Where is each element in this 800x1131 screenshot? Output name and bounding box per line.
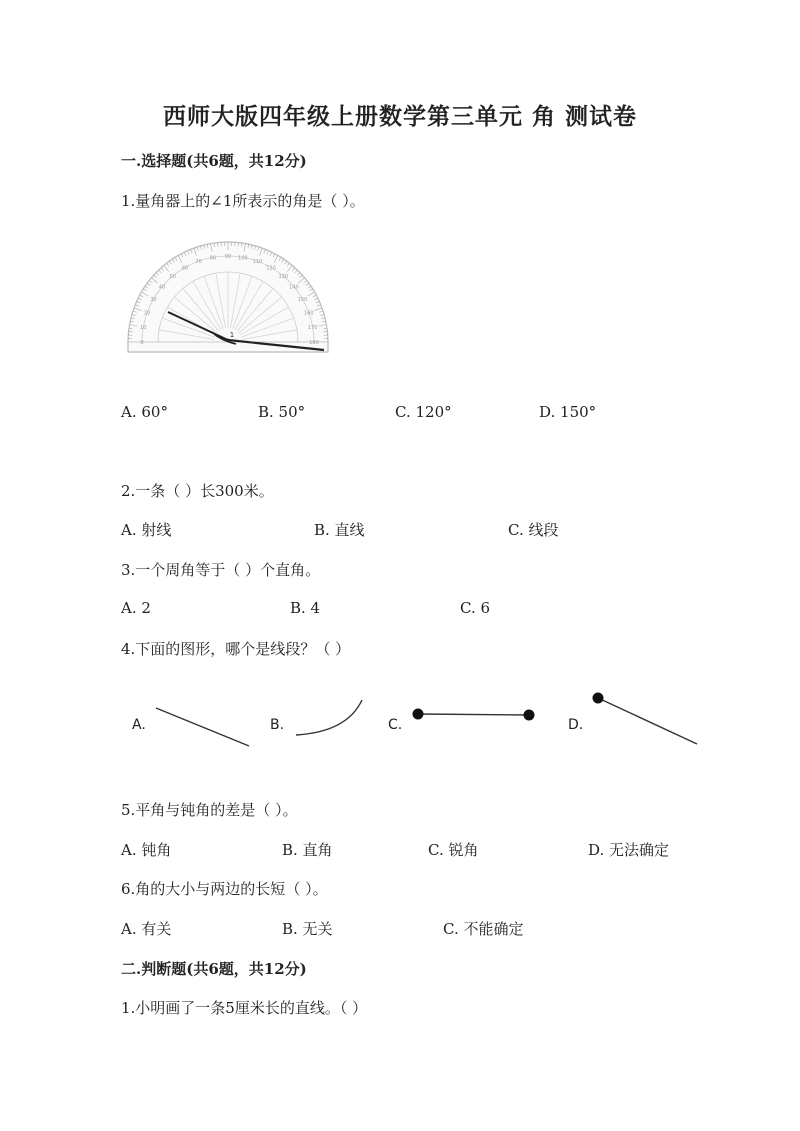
- protractor-scale-numeral: 180: [309, 340, 319, 346]
- protractor-scale-numeral: 150: [297, 297, 308, 303]
- question-5-option-a[interactable]: A. 钝角: [121, 841, 172, 859]
- question-5-option-b[interactable]: B. 直角: [282, 841, 333, 859]
- figure-c-segment-with-endpoints[interactable]: [408, 700, 538, 730]
- figure-d-label: D.: [568, 717, 584, 733]
- protractor-scale-numeral: 120: [266, 265, 276, 272]
- protractor-scale-numeral: 40: [158, 284, 166, 291]
- protractor-scale-numeral: 140: [289, 284, 299, 291]
- question-6-option-a[interactable]: A. 有关: [121, 920, 172, 938]
- protractor-scale-numeral: 50: [169, 274, 176, 281]
- protractor-scale-numeral: 60: [181, 265, 189, 272]
- question-1-option-b[interactable]: B. 50°: [258, 403, 306, 421]
- figure-c-label: C.: [388, 717, 403, 733]
- question-5-option-d[interactable]: D. 无法确定: [588, 841, 670, 859]
- angle-1-mark: 1: [229, 331, 235, 339]
- question-2-option-b[interactable]: B. 直线: [314, 521, 365, 539]
- question-3-text: 3.一个周角等于（ ）个直角。: [121, 561, 321, 579]
- figure-a-label: A.: [132, 717, 146, 733]
- protractor-scale-numeral: 100: [238, 255, 248, 262]
- protractor-scale-numeral: 0: [140, 340, 144, 346]
- protractor-scale-numeral: 130: [278, 274, 289, 281]
- protractor-scale-numeral: 30: [150, 297, 157, 303]
- protractor-scale-numeral: 170: [307, 325, 318, 332]
- question-2-option-c[interactable]: C. 线段: [508, 521, 559, 539]
- figure-a-segment[interactable]: [150, 700, 260, 760]
- judgement-1-text: 1.小明画了一条5厘米长的直线。（ ）: [121, 999, 368, 1017]
- question-3-option-a[interactable]: A. 2: [121, 599, 151, 617]
- protractor-scale-numeral: 160: [304, 310, 314, 317]
- page-title: 西师大版四年级上册数学第三单元 角 测试卷: [162, 103, 637, 130]
- question-3-option-b[interactable]: B. 4: [290, 599, 321, 617]
- question-5-text: 5.平角与钝角的差是（ ）。: [121, 801, 298, 819]
- question-1-option-c[interactable]: C. 120°: [395, 403, 452, 421]
- figure-b-label: B.: [270, 717, 285, 733]
- question-5-option-c[interactable]: C. 锐角: [428, 841, 479, 859]
- question-2-text: 2.一条（ ）长300米。: [121, 482, 274, 500]
- protractor-scale-numeral: 70: [195, 259, 202, 266]
- protractor-scale-numeral: 10: [140, 325, 147, 332]
- question-3-option-c[interactable]: C. 6: [460, 599, 491, 617]
- question-1-text: 1.量角器上的∠1所表示的角是（ ）。: [121, 192, 365, 210]
- question-6-option-c[interactable]: C. 不能确定: [443, 920, 524, 938]
- question-1-option-d[interactable]: D. 150°: [539, 403, 597, 421]
- protractor-figure: [122, 238, 334, 358]
- section-heading-judgement: 二.判断题(共6题，共12分): [121, 960, 307, 978]
- section-heading-choice: 一.选择题(共6题，共12分): [121, 152, 307, 170]
- protractor-scale-numeral: 80: [209, 255, 217, 262]
- protractor-scale-numeral: 90: [224, 254, 232, 260]
- figure-b-curve[interactable]: [292, 697, 372, 742]
- protractor-scale-numeral: 20: [143, 310, 151, 317]
- question-4-text: 4.下面的图形，哪个是线段？（ ）: [121, 640, 351, 658]
- question-6-option-b[interactable]: B. 无关: [282, 920, 333, 938]
- question-6-text: 6.角的大小与两边的长短（ ）。: [121, 880, 328, 898]
- question-1-option-a[interactable]: A. 60°: [121, 403, 168, 421]
- question-2-option-a[interactable]: A. 射线: [121, 521, 172, 539]
- protractor-scale-numeral: 110: [252, 259, 263, 266]
- figure-d-ray[interactable]: [590, 688, 700, 748]
